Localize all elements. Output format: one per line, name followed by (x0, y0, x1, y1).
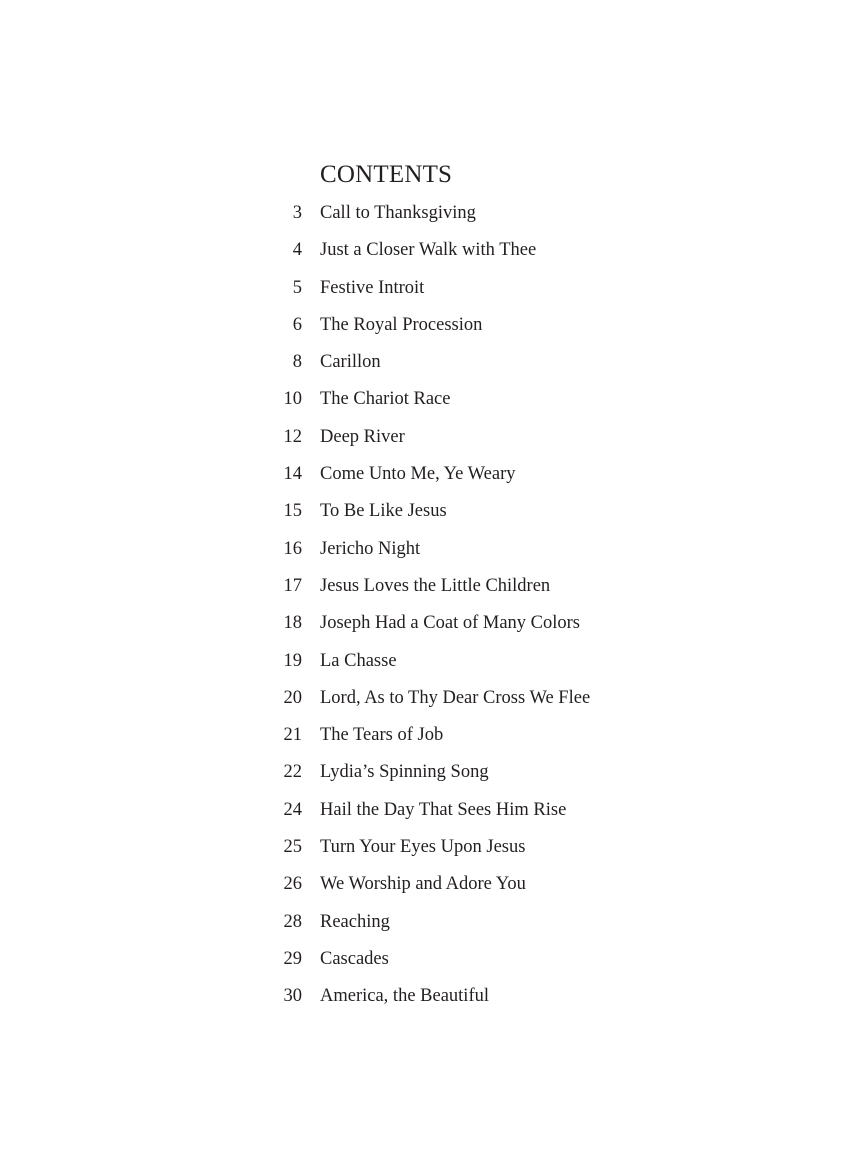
toc-entry (0, 535, 864, 572)
toc-title: Jesus Loves the Little Children (320, 575, 551, 596)
toc-title: Jericho Night (320, 538, 421, 559)
toc-title: Call to Thanksgiving (320, 203, 476, 223)
toc-entry (0, 572, 864, 609)
table-of-contents (0, 199, 864, 1020)
toc-page-number: 4 (292, 240, 302, 261)
toc-title: Just a Closer Walk with Thee (320, 240, 537, 261)
toc-entry (0, 945, 864, 982)
toc-title: The Chariot Race (320, 389, 451, 410)
toc-entry (0, 274, 864, 311)
toc-entry (0, 609, 864, 646)
toc-page-number: 10 (283, 389, 302, 410)
toc-entry (0, 647, 864, 684)
toc-entry (0, 684, 864, 721)
toc-entry (0, 199, 864, 236)
toc-entry (0, 721, 864, 758)
toc-page-number: 24 (283, 799, 302, 820)
toc-page-number: 28 (283, 911, 302, 932)
toc-page-number: 3 (292, 203, 302, 223)
toc-page-number: 18 (283, 613, 302, 634)
toc-title: Come Unto Me, Ye Weary (320, 464, 516, 485)
toc-entry (0, 833, 864, 870)
toc-page-number: 5 (292, 277, 302, 298)
toc-title: La Chasse (320, 650, 397, 671)
toc-title: Lord, As to Thy Dear Cross We Flee (320, 687, 591, 708)
toc-page-number: 12 (283, 426, 302, 447)
toc-entry (0, 311, 864, 348)
contents-heading: CONTENTS (320, 161, 453, 188)
toc-entry (0, 982, 864, 1019)
toc-page-number: 16 (283, 538, 302, 559)
toc-entry (0, 385, 864, 422)
toc-page-number: 17 (283, 575, 302, 596)
toc-page-number: 19 (283, 650, 302, 671)
toc-title: Deep River (320, 426, 405, 447)
toc-title: Carillon (320, 352, 381, 373)
toc-entry (0, 796, 864, 833)
toc-title: To Be Like Jesus (320, 501, 447, 522)
toc-entry (0, 758, 864, 795)
toc-page-number: 22 (283, 762, 302, 783)
toc-title: Cascades (320, 948, 389, 969)
toc-page-number: 8 (292, 352, 302, 373)
toc-title: Lydia’s Spinning Song (320, 762, 489, 783)
toc-title: Turn Your Eyes Upon Jesus (320, 837, 526, 858)
toc-page-number: 20 (283, 687, 302, 708)
toc-page-number: 14 (283, 464, 302, 485)
toc-entry (0, 908, 864, 945)
toc-entry (0, 423, 864, 460)
toc-entry (0, 460, 864, 497)
toc-entry (0, 870, 864, 907)
toc-page-number: 21 (283, 725, 302, 746)
toc-page-number: 6 (292, 314, 302, 335)
toc-entry (0, 236, 864, 273)
toc-title: Festive Introit (320, 277, 425, 298)
toc-entry (0, 348, 864, 385)
toc-title: The Tears of Job (320, 725, 444, 746)
toc-title: Joseph Had a Coat of Many Colors (320, 613, 580, 634)
toc-page-number: 25 (283, 837, 302, 858)
toc-title: We Worship and Adore You (320, 874, 526, 895)
toc-title: Hail the Day That Sees Him Rise (320, 799, 567, 820)
toc-page-number: 15 (283, 501, 302, 522)
toc-page-number: 29 (283, 948, 302, 969)
toc-title: The Royal Procession (320, 314, 483, 335)
toc-page-number: 30 (283, 986, 302, 1007)
toc-title: Reaching (320, 911, 390, 932)
toc-page-number: 26 (283, 874, 302, 895)
toc-title: America, the Beautiful (320, 986, 490, 1007)
toc-entry (0, 497, 864, 534)
